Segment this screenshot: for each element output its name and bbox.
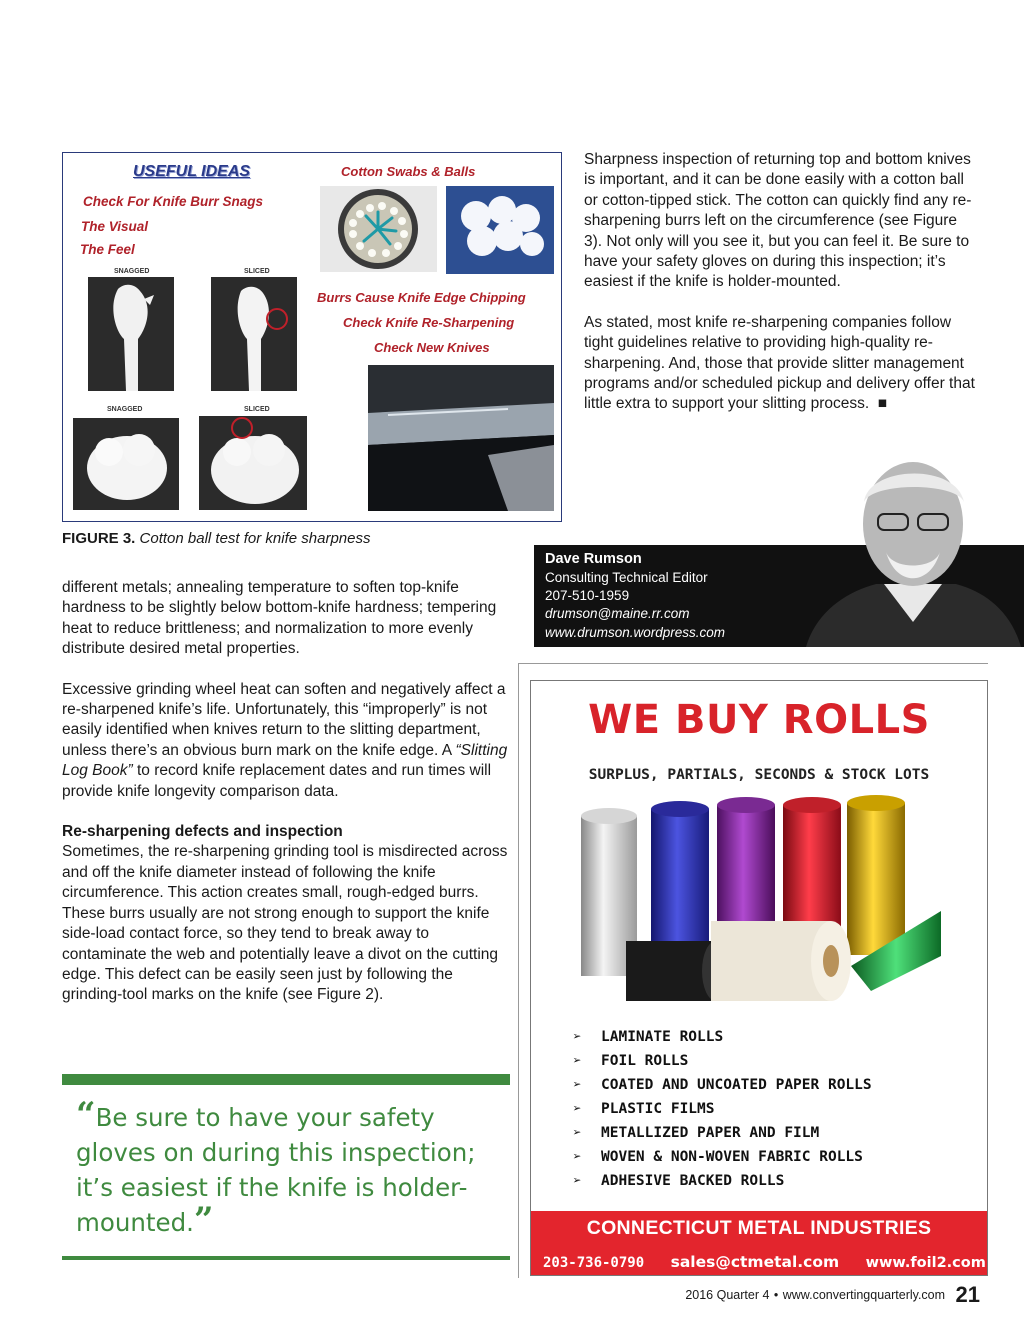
list-item: ➢ COATED AND UNCOATED PAPER ROLLS [573, 1073, 872, 1097]
list-item: ➢ ADHESIVE BACKED ROLLS [573, 1169, 872, 1193]
burr-highlight-circle [231, 417, 253, 439]
end-mark: ■ [877, 395, 888, 413]
cotton-swabs-photo [320, 186, 437, 272]
ad-headline: WE BUY ROLLS [588, 697, 930, 743]
figure-right-item: Check New Knives [374, 340, 490, 355]
sliced-label: SLICED [244, 268, 270, 275]
ad-phone[interactable]: 203-736-0790 [543, 1255, 645, 1271]
figure-3-panel [62, 152, 562, 522]
page-footer [685, 1282, 980, 1308]
arrow-bullet-icon: ➢ [573, 1077, 582, 1093]
ad-website[interactable]: www.foil2.com [865, 1255, 986, 1271]
author-email[interactable]: drumson@maine.rr.com [545, 606, 690, 621]
section-subhead: Re-sharpening defects and inspection [62, 823, 343, 841]
figure-left-item: Check For Knife Burr Snags [83, 194, 264, 209]
paragraph: Sometimes, the re-sharpening grinding tool is misdirected across and off the knife diameter instead of following the knife circumference. This action creates small, rough-edged burrs. These burrs usually are not strong enough to support the knife side-load contact force, so they tend to break away to contaminate the web and potentially leave a divot on the cutting edge. This defect can be easily seen just by following the grinding-tool marks on the knife (see Figure 2). [62, 843, 508, 1004]
arrow-bullet-icon: ➢ [573, 1173, 582, 1189]
sliced-ball-photo [199, 416, 307, 510]
snagged-ball-photo [73, 418, 179, 510]
author-photo [806, 452, 1021, 647]
ad-footer [531, 1211, 987, 1276]
arrow-bullet-icon: ➢ [573, 1029, 582, 1045]
left-column-text [62, 578, 510, 1026]
footer-separator: • [773, 1288, 779, 1302]
close-quote-mark: ” [193, 1200, 214, 1240]
advertisement[interactable] [530, 680, 988, 1276]
pullquote-bottom-bar [62, 1256, 510, 1260]
arrow-bullet-icon: ➢ [573, 1053, 582, 1069]
figure-right-item: Burrs Cause Knife Edge Chipping [317, 290, 526, 305]
right-column-text [584, 150, 976, 435]
snagged-label: SNAGGED [114, 268, 150, 275]
ad-product-list [573, 1025, 872, 1193]
arrow-bullet-icon: ➢ [573, 1125, 582, 1141]
list-item: ➢ PLASTIC FILMS [573, 1097, 872, 1121]
ad-subheadline: SURPLUS, PARTIALS, SECONDS & STOCK LOTS [588, 767, 930, 783]
arrow-bullet-icon: ➢ [573, 1101, 582, 1117]
ad-email[interactable]: sales@ctmetal.com [670, 1253, 840, 1271]
figure-caption-text: Cotton ball test for knife sharpness [139, 530, 371, 547]
list-item: ➢ FOIL ROLLS [573, 1049, 872, 1073]
ad-frame-line [518, 663, 519, 1278]
pullquote-top-bar [62, 1074, 510, 1085]
footer-website[interactable]: www.convertingquarterly.com [782, 1288, 946, 1302]
figure-left-item: The Visual [81, 219, 149, 234]
page-number: 21 [955, 1282, 980, 1307]
ad-contacts [543, 1253, 988, 1271]
author-website[interactable]: www.drumson.wordpress.com [545, 625, 726, 640]
ad-company-name: CONNECTICUT METAL INDUSTRIES [586, 1217, 932, 1239]
snagged-swab-photo [88, 277, 174, 391]
list-item: ➢ METALLIZED PAPER AND FILM [573, 1121, 872, 1145]
paragraph: Sharpness inspection of returning top and bottom knives is important, and it can be done easily with a cotton ball or cotton-tipped stick. The cotton can quickly find any re-sharpening burrs left on the circumference (see Figure 3). Not only will you see it, but you can feel it. Be sure to have your safety gloves on during this inspection; it’s easiest if the knife is holder-mounted. [584, 151, 972, 291]
author-name: Dave Rumson [545, 551, 642, 567]
paragraph: different metals; annealing temperature to soften top-knife hardness to be slightly below bottom-knife hardness; tempering heat to reduce brittleness; and normalization to more evenly distribute desired metal properties. [62, 579, 497, 658]
figure-right-item: Check Knife Re-Sharpening [343, 315, 515, 330]
paragraph: Excessive grinding wheel heat can soften and negatively affect a re-sharpened knife’s life. Unfortunately, this “improperly” is not easily identified when knives return to the slitting department, unless there’s an obvious burn mark on the knife edge. A “Slitting Log Book” to record knife replacement dates and run times will provide knife longevity comparison data. [62, 680, 508, 800]
knife-edge-photo [368, 365, 554, 511]
snagged-label: SNAGGED [107, 406, 143, 413]
arrow-bullet-icon: ➢ [573, 1149, 582, 1165]
ad-frame-line [518, 663, 988, 664]
issue-label: 2016 Quarter 4 [685, 1288, 770, 1302]
pullquote-text: Be sure to have your safety gloves on during this inspection; it’s easiest if the knife is holder-mounted. [76, 1103, 476, 1237]
figure-left-item: The Feel [80, 242, 135, 257]
list-item: ➢ LAMINATE ROLLS [573, 1025, 872, 1049]
list-item: ➢ WOVEN & NON-WOVEN FABRIC ROLLS [573, 1145, 872, 1169]
sliced-swab-photo [211, 277, 297, 391]
author-title: Consulting Technical Editor [545, 570, 708, 585]
cotton-swabs-label: Cotton Swabs & Balls [341, 164, 476, 179]
sliced-label: SLICED [244, 406, 270, 413]
author-phone: 207-510-1959 [545, 588, 630, 603]
paragraph: As stated, most knife re-sharpening companies follow tight guidelines relative to providing high-quality re-sharpening. And, those that provide slitter management programs and/or scheduled pickup and delivery offer that little extra to support your slitting process. ■ [584, 313, 975, 413]
burr-highlight-circle [266, 308, 288, 330]
figure-caption [62, 530, 371, 547]
cotton-balls-photo [446, 186, 554, 274]
foil-rolls-photo [571, 791, 951, 1011]
pullquote [76, 1095, 506, 1240]
open-quote-mark: “ [76, 1095, 96, 1135]
useful-ideas-heading: USEFUL IDEAS [133, 163, 251, 180]
figure-caption-label: FIGURE 3. [62, 530, 136, 547]
